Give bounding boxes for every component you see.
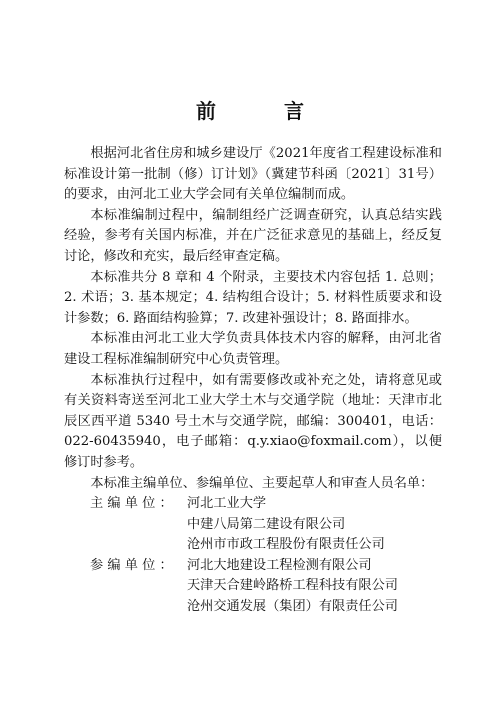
- unit-roster: [64, 494, 442, 618]
- paragraph-technical-contents: 本标准共分 8 章和 4 个附录，主要技术内容包括 1. 总则；2. 术语；3. 基本规定；4. 结构组合设计；5. 材料性质要求和设计参数；6. 路面结构验算；7. 改建补强设计；8. 路面排水。: [64, 269, 442, 326]
- unit-name: 河北工业大学: [187, 496, 267, 512]
- unit-name: 沧州交通发展（集团）有限责任公司: [187, 599, 398, 615]
- unit-name: 河北大地建设工程检测有限公司: [187, 557, 372, 573]
- paragraph-plan-basis: 根据河北省住房和城乡建设厅《2021年度省工程建设标准和标准设计第一批制（修）订计划》（冀建节科函〔2021〕31号）的要求，由河北工业大学会同有关单位编制而成。: [64, 146, 442, 203]
- participating-units: [64, 556, 442, 618]
- role-label: 参 编 单 位 ：: [90, 557, 173, 573]
- unit-name: 天津天合建岭路桥工程科技有限公司: [187, 578, 398, 594]
- paragraph-feedback-contact: 本标准执行过程中，如有需要修改或补充之处，请将意见或有关资料寄送至河北工业大学土木与交通学院（地址：天津市北辰区西平道 5340 号土木与交通学院，邮编：300401，电话：022-60435940，电子邮箱：q.y.xiao@foxmail.com），以便修订时参考。: [64, 372, 442, 470]
- paragraph-compilation-process: 本标准编制过程中，编制组经广泛调查研究，认真总结实践经验，参考有关国内标准，并在广泛征求意见的基础上，经反复讨论，修改和充实，最后经审查定稿。: [64, 207, 442, 264]
- foreword-body: [64, 144, 442, 618]
- paragraph-interpretation: 本标准由河北工业大学负责具体技术内容的解释，由河北省建设工程标准编制研究中心负责管理。: [64, 331, 442, 367]
- role-label: 主 编 单 位 ：: [90, 496, 173, 512]
- unit-list: [187, 556, 398, 618]
- unit-name: 中建八局第二建设有限公司: [187, 516, 346, 532]
- unit-name: 沧州市市政工程股份有限责任公司: [187, 537, 385, 553]
- page-title: 前 言: [196, 99, 328, 123]
- unit-list: [187, 494, 385, 556]
- paragraph-personnel-intro: 本标准主编单位、参编单位、主要起草人和审查人员名单：: [90, 475, 434, 491]
- chief-editor-units: [64, 494, 442, 556]
